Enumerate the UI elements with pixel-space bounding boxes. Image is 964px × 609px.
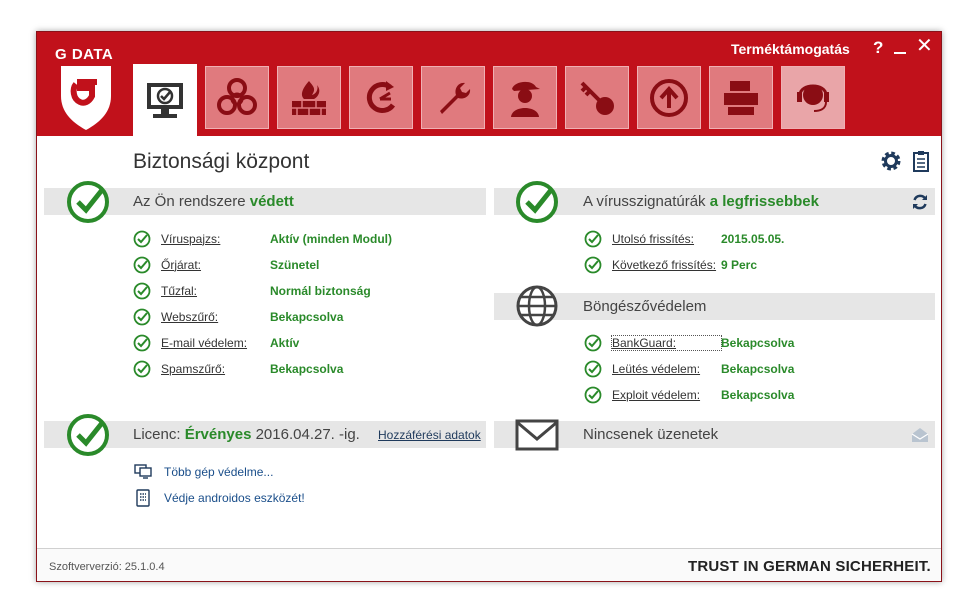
status-value: 9 Perc (721, 258, 758, 272)
status-label[interactable]: Őrjárat: (161, 258, 202, 272)
phone-icon (136, 489, 150, 507)
status-label[interactable]: Tűzfal: (161, 284, 198, 298)
open-envelope-icon[interactable] (911, 427, 929, 443)
monitor-check-icon (144, 79, 186, 121)
status-value: Bekapcsolva (721, 336, 795, 350)
biohazard-icon (216, 77, 258, 119)
signature-row-next (584, 256, 757, 274)
status-value: Bekapcsolva (721, 388, 795, 402)
status-label[interactable]: E-mail védelem: (161, 336, 248, 350)
tab-virus-protection[interactable] (205, 66, 269, 129)
tab-firewall[interactable] (277, 66, 341, 129)
system-status-label: Az Ön rendszere védett (133, 193, 294, 210)
status-row-webfilter (133, 308, 343, 326)
close-button[interactable]: ✕ (916, 35, 933, 57)
check-icon (133, 282, 151, 300)
child-protection-icon (504, 77, 546, 119)
minimize-button[interactable] (893, 36, 907, 56)
tab-support[interactable] (781, 66, 845, 129)
upload-icon (648, 77, 690, 119)
status-value: Bekapcsolva (270, 310, 344, 324)
tab-security-center[interactable] (133, 64, 197, 136)
tab-autostart-manager[interactable] (637, 66, 701, 129)
wrench-icon (432, 77, 474, 119)
envelope-icon (515, 413, 559, 457)
browser-row-keylogger (584, 360, 794, 378)
check-circle-icon (515, 180, 559, 224)
tab-encryption[interactable] (565, 66, 629, 129)
check-icon (584, 386, 602, 404)
status-value: Szünetel (270, 258, 320, 272)
check-icon (584, 230, 602, 248)
check-icon (133, 360, 151, 378)
tab-device-control[interactable] (709, 66, 773, 129)
check-icon (584, 256, 602, 274)
status-label[interactable]: Utolsó frissítés: (612, 232, 695, 246)
software-version: Szoftververzió: 25.1.0.4 (49, 561, 165, 573)
status-label[interactable]: Leütés védelem: (612, 362, 701, 376)
refresh-icon[interactable] (911, 193, 929, 211)
android-link[interactable]: Védje androidos eszközét! (164, 491, 305, 505)
messages-label: Nincsenek üzenetek (583, 426, 719, 443)
signatures-label: A vírusszignatúrák a legfrissebbek (583, 193, 819, 210)
check-icon (133, 230, 151, 248)
top-actions (880, 150, 930, 172)
tab-parental-control[interactable] (493, 66, 557, 129)
tab-backup[interactable] (349, 66, 413, 129)
browser-bar (494, 293, 935, 320)
check-icon (133, 308, 151, 326)
status-value: Aktív (270, 336, 300, 350)
status-label[interactable]: BankGuard: (612, 336, 721, 350)
status-label[interactable]: Webszűrő: (161, 310, 219, 324)
page-title: Biztonsági központ (133, 150, 310, 173)
status-row-scan (133, 256, 319, 274)
status-row-virus-shield (133, 230, 392, 248)
tab-tuner[interactable] (421, 66, 485, 129)
status-label[interactable]: Spamszűrő: (161, 362, 226, 376)
logo-text: G DATA (55, 46, 114, 63)
status-value: Normál biztonság (270, 284, 371, 298)
backup-icon (360, 77, 402, 119)
status-value: Bekapcsolva (270, 362, 344, 376)
app-window (36, 31, 942, 582)
status-value: 2015.05.05. (721, 232, 785, 246)
status-row-firewall (133, 282, 371, 300)
footer (37, 548, 942, 582)
device-control-icon (720, 77, 762, 119)
slogan: TRUST IN GERMAN SICHERHEIT. (688, 558, 931, 575)
check-circle-icon (66, 180, 110, 224)
clipboard-icon[interactable] (912, 150, 930, 172)
support-headset-icon (792, 77, 834, 119)
license-label: Licenc: Érvényes 2016.04.27. -ig. (133, 426, 360, 443)
status-label[interactable]: Víruspajzs: (161, 232, 221, 246)
browser-label: Böngészővédelem (583, 298, 707, 315)
header (37, 32, 942, 136)
check-circle-icon (66, 413, 110, 457)
status-label[interactable]: Exploit védelem: (612, 388, 701, 402)
support-link[interactable]: Terméktámogatás (731, 41, 850, 57)
computers-icon (134, 464, 152, 479)
access-data-link[interactable]: Hozzáférési adatok (378, 428, 481, 442)
signature-row-last (584, 230, 784, 248)
check-icon (584, 334, 602, 352)
more-devices-link[interactable]: Több gép védelme... (164, 465, 274, 479)
status-row-email (133, 334, 299, 352)
help-button[interactable]: ? (873, 38, 884, 57)
gear-icon[interactable] (880, 150, 902, 172)
check-icon (133, 334, 151, 352)
status-value: Aktív (minden Modul) (270, 232, 392, 246)
globe-icon (515, 284, 559, 328)
check-icon (133, 256, 151, 274)
firewall-icon (288, 77, 330, 119)
status-label[interactable]: Következő frissítés: (612, 258, 717, 272)
status-row-spam (133, 360, 343, 378)
status-value: Bekapcsolva (721, 362, 795, 376)
browser-row-exploit (584, 386, 794, 404)
check-icon (584, 360, 602, 378)
key-icon (576, 77, 618, 119)
browser-row-bankguard (584, 334, 794, 352)
